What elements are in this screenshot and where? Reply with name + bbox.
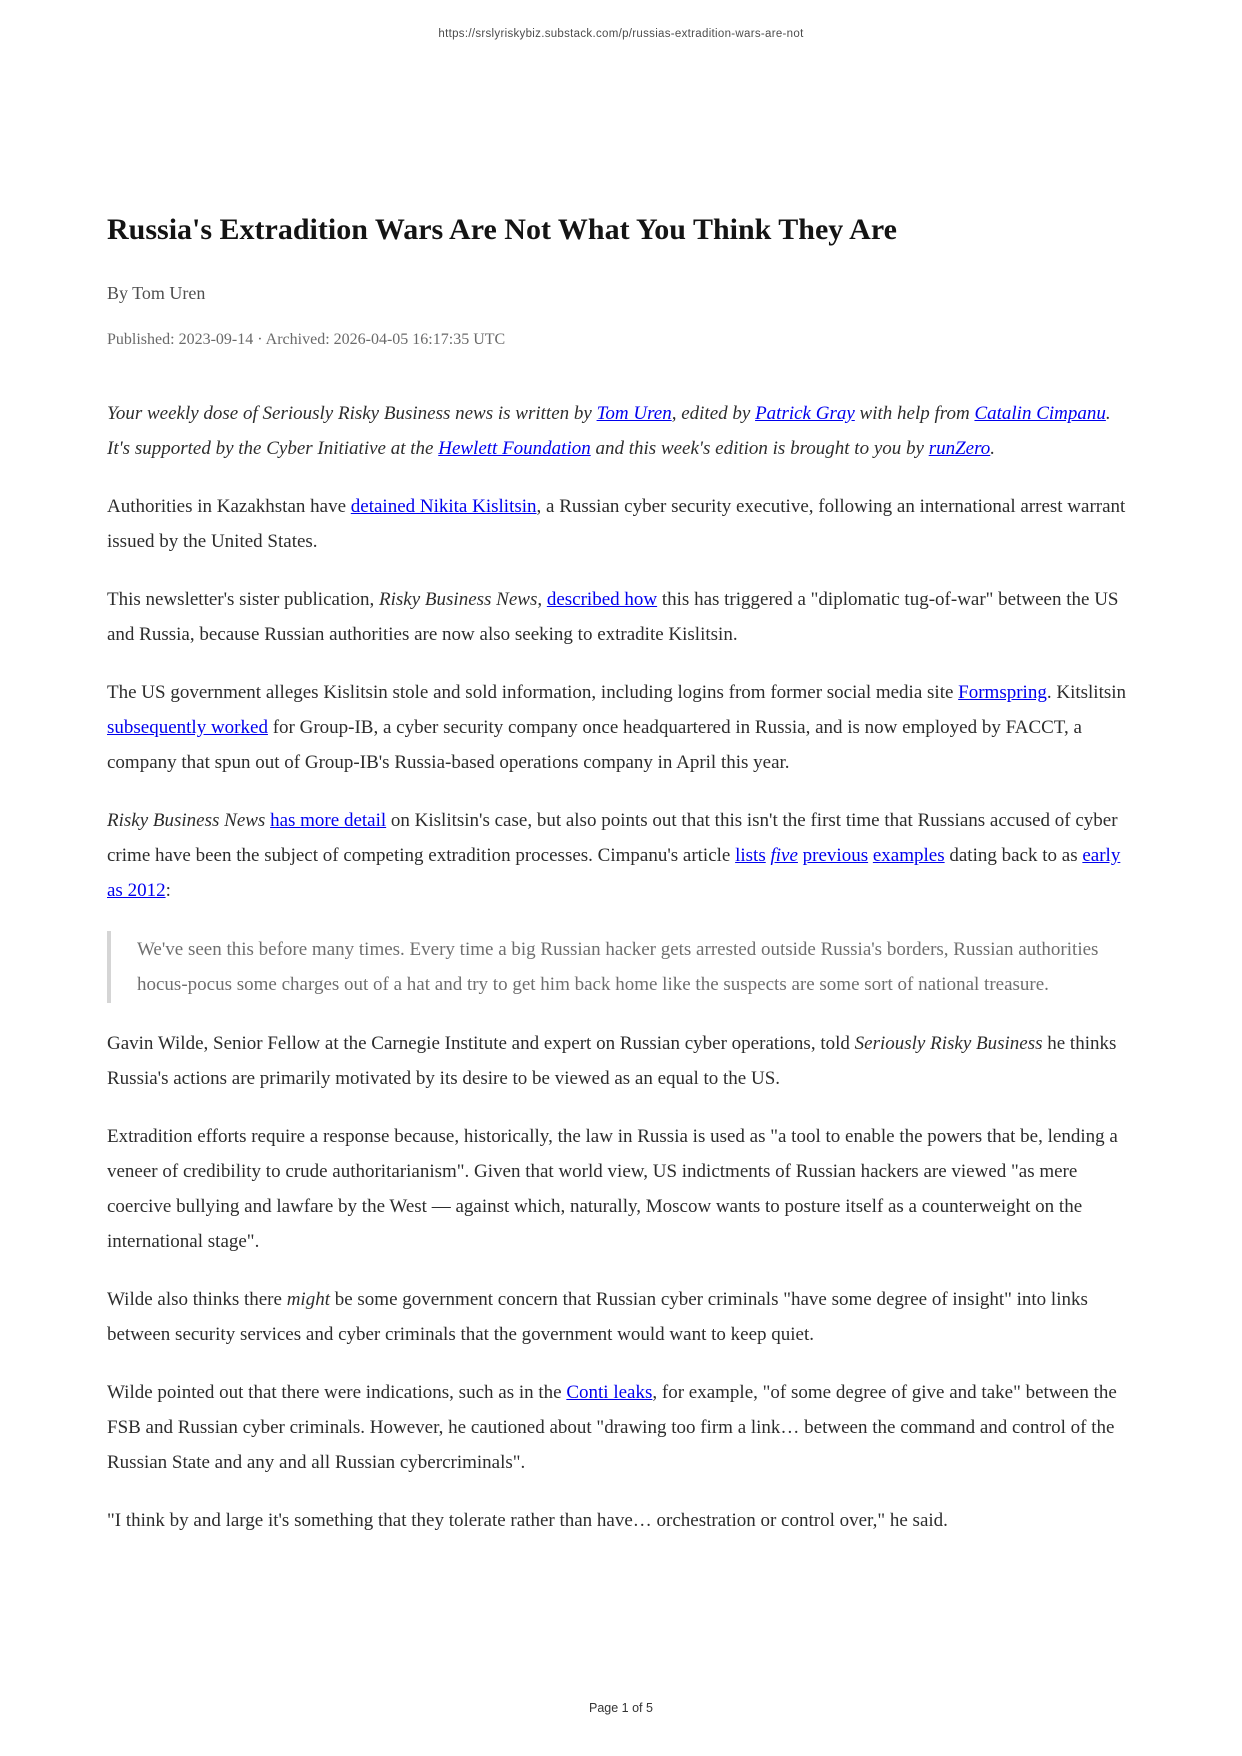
text-run: : (165, 880, 171, 901)
inline-link[interactable]: subsequently worked (107, 717, 268, 738)
inline-link[interactable]: Catalin Cimpanu (974, 403, 1106, 424)
text-run: . (990, 438, 996, 459)
text-run: , a Russian cyber security executive, following an international arrest warrant issued by the United States. (107, 496, 1126, 552)
article-blocks (107, 396, 1135, 1538)
inline-link[interactable]: lists (735, 845, 766, 866)
inline-link[interactable]: previous (802, 845, 869, 866)
page-number-label: Page 1 of 5 (589, 1701, 653, 1715)
inline-link[interactable]: detained Nikita Kislitsin (350, 496, 537, 517)
text-run: Risky Business News (379, 589, 538, 610)
text-run: Seriously Risky Business (854, 1033, 1043, 1054)
text-run: Extradition efforts require a response because, historically, the law in Russia is used as "a tool to enable the powers that be, lending a veneer of credibility to crude authoritarianism". Given that world view, US indictments of Russian hackers are viewed "as mere coercive bullying and lawfare by the West — against which, naturally, Moscow wants to posture itself as a counterweight on the international stage". (107, 1126, 1118, 1252)
text-run: . It's supported by the Cyber Initiative at the (107, 403, 1111, 459)
text-run: Your weekly dose of Seriously Risky Business news is written by (107, 403, 597, 424)
page-url: https://srslyriskybiz.substack.com/p/russias-extradition-wars-are-not (438, 28, 804, 40)
text-run: he thinks Russia's actions are primarily motivated by its desire to be viewed as an equal to the US. (107, 1033, 1117, 1089)
inline-link[interactable]: Hewlett Foundation (438, 438, 591, 459)
inline-link[interactable]: early as 2012 (107, 845, 1121, 901)
text-run: with help from (854, 403, 975, 424)
inline-link[interactable]: Patrick Gray (755, 403, 855, 424)
text-run: This newsletter's sister publication, (107, 589, 380, 610)
paragraph (107, 1026, 1135, 1096)
blockquote (107, 931, 1135, 1003)
text-run: The US government alleges Kislitsin stole and sold information, including logins from former social media site (107, 682, 959, 703)
inline-link[interactable]: Tom Uren (596, 403, 672, 424)
paragraph (107, 489, 1135, 559)
paragraph (107, 396, 1135, 466)
paragraph (107, 803, 1135, 908)
text-run: Gavin Wilde, Senior Fellow at the Carnegie Institute and expert on Russian cyber operations, told (107, 1033, 855, 1054)
text-run: Authorities in Kazakhstan have (107, 496, 351, 517)
text-run: dating back to as (944, 845, 1083, 866)
article (107, 212, 1135, 1561)
text-run: and this week's edition is brought to you by (590, 438, 929, 459)
inline-link[interactable]: has more detail (270, 810, 387, 831)
text-run: , (537, 589, 547, 610)
inline-link[interactable]: described how (546, 589, 658, 610)
article-title: Russia's Extradition Wars Are Not What You Think They Are (107, 213, 897, 246)
text-run: this has triggered a "diplomatic tug-of-war" between the US and Russia, because Russian authorities are now also seeking to extradite Kislitsin. (107, 589, 1119, 645)
text-run: "I think by and large it's something that they tolerate rather than have… orchestration or control over," he said. (107, 1510, 948, 1531)
paragraph (107, 1119, 1135, 1259)
article-byline: By Tom Uren (107, 283, 206, 303)
text-run: We've seen this before many times. Every time a big Russian hacker gets arrested outside Russia's borders, Russian authorities hocus-pocus some charges out of a hat and try to get him back home like the suspects are some sort of national treasure. (137, 939, 1099, 995)
text-run: on Kislitsin's case, but also points out that this isn't the first time that Russians accused of cyber crime have been the subject of competing extradition processes. Cimpanu's article (107, 810, 1118, 866)
text-run: might (286, 1289, 330, 1310)
inline-link[interactable]: runZero (928, 438, 991, 459)
text-run: for Group-IB, a cyber security company once headquartered in Russia, and is now employed by FACCT, a company that spun out of Group-IB's Russia-based operations company in April this year. (107, 717, 1082, 773)
inline-link[interactable]: examples (872, 845, 945, 866)
text-run: , for example, "of some degree of give and take" between the FSB and Russian cyber criminals. However, he cautioned about "drawing too firm a link… between the command and control of the Russian State and any and all Russian cybercriminals". (107, 1382, 1117, 1473)
text-run: , edited by (671, 403, 756, 424)
text-run: Risky Business News (107, 810, 266, 831)
text-run: Wilde pointed out that there were indications, such as in the (107, 1382, 567, 1403)
text-run: Wilde also thinks there (107, 1289, 287, 1310)
inline-link[interactable]: Formspring (958, 682, 1047, 703)
paragraph (107, 675, 1135, 780)
paragraph (107, 1375, 1135, 1480)
inline-link[interactable]: Conti leaks (566, 1382, 653, 1403)
inline-link[interactable]: five (770, 845, 798, 866)
paragraph (107, 582, 1135, 652)
paragraph (107, 1503, 1135, 1538)
paragraph (107, 1282, 1135, 1352)
text-run: be some government concern that Russian cyber criminals "have some degree of insight" into links between security services and cyber criminals that the government would want to keep quiet. (107, 1289, 1088, 1345)
text-run: . Kitslitsin (1046, 682, 1127, 703)
article-meta: Published: 2023-09-14 · Archived: 2026-04-05 16:17:35 UTC (107, 331, 506, 348)
